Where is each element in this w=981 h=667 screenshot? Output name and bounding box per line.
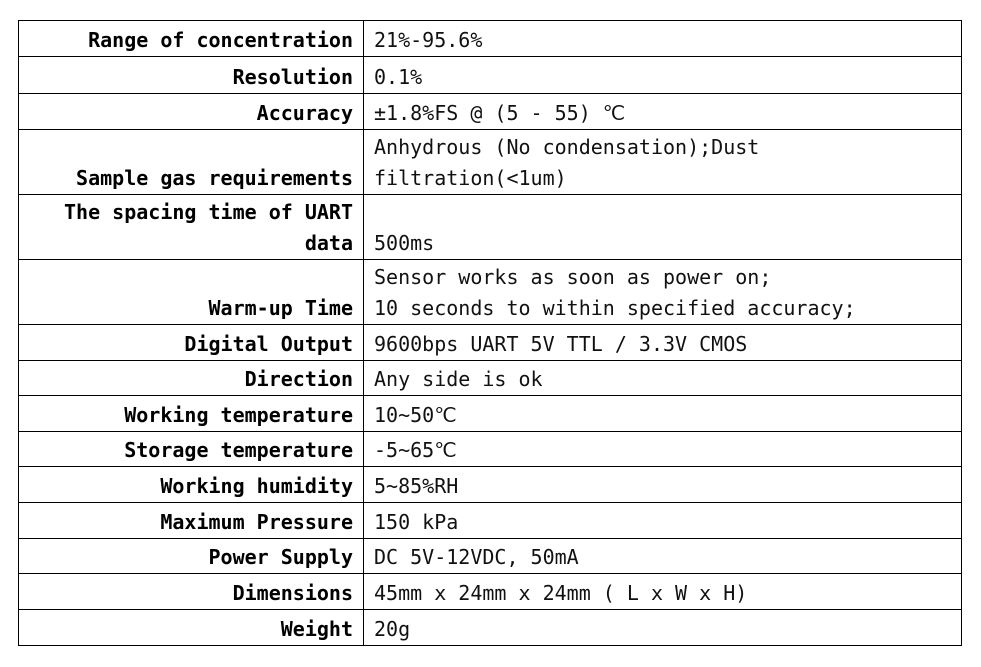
spec-label: Sample gas requirements bbox=[19, 130, 364, 195]
spec-label: Power Supply bbox=[19, 539, 364, 574]
specification-table-body bbox=[19, 21, 962, 646]
spec-label: Maximum Pressure bbox=[19, 503, 364, 539]
spec-row-digital-output bbox=[19, 325, 962, 361]
spec-label: Resolution bbox=[19, 57, 364, 94]
spec-row-direction bbox=[19, 361, 962, 396]
spec-row-working-temperature bbox=[19, 396, 962, 432]
spec-value: 20g bbox=[364, 610, 962, 646]
spec-value: Sensor works as soon as power on; 10 seconds to within specified accuracy; bbox=[364, 260, 962, 325]
spec-row-uart-spacing-time bbox=[19, 195, 962, 260]
spec-label: Working temperature bbox=[19, 396, 364, 432]
spec-row-range-of-concentration bbox=[19, 21, 962, 57]
spec-row-warm-up-time bbox=[19, 260, 962, 325]
spec-label: The spacing time of UART data bbox=[19, 195, 364, 260]
spec-label: Direction bbox=[19, 361, 364, 396]
spec-value: 5~85%RH bbox=[364, 467, 962, 503]
spec-value: 45mm x 24mm x 24mm ( L x W x H) bbox=[364, 574, 962, 610]
spec-row-accuracy bbox=[19, 94, 962, 130]
spec-row-resolution bbox=[19, 57, 962, 94]
spec-label: Dimensions bbox=[19, 574, 364, 610]
spec-value: DC 5V-12VDC, 50mA bbox=[364, 539, 962, 574]
specification-table bbox=[18, 20, 962, 646]
spec-value: 9600bps UART 5V TTL / 3.3V CMOS bbox=[364, 325, 962, 361]
spec-row-power-supply bbox=[19, 539, 962, 574]
spec-value: ±1.8%FS @ (5 - 55) ℃ bbox=[364, 94, 962, 130]
spec-value: 500ms bbox=[364, 195, 962, 260]
spec-row-weight bbox=[19, 610, 962, 646]
spec-label: Weight bbox=[19, 610, 364, 646]
spec-label: Working humidity bbox=[19, 467, 364, 503]
spec-row-maximum-pressure bbox=[19, 503, 962, 539]
spec-value: 0.1% bbox=[364, 57, 962, 94]
spec-value: 150 kPa bbox=[364, 503, 962, 539]
spec-value: 10~50℃ bbox=[364, 396, 962, 432]
spec-row-dimensions bbox=[19, 574, 962, 610]
spec-value: 21%-95.6% bbox=[364, 21, 962, 57]
spec-label: Warm-up Time bbox=[19, 260, 364, 325]
spec-row-storage-temperature bbox=[19, 432, 962, 467]
spec-value: Any side is ok bbox=[364, 361, 962, 396]
spec-row-working-humidity bbox=[19, 467, 962, 503]
spec-value: Anhydrous (No condensation);Dust filtration(<1um) bbox=[364, 130, 962, 195]
spec-label: Digital Output bbox=[19, 325, 364, 361]
spec-label: Storage temperature bbox=[19, 432, 364, 467]
spec-row-sample-gas-requirements bbox=[19, 130, 962, 195]
spec-label: Accuracy bbox=[19, 94, 364, 130]
spec-value: -5~65℃ bbox=[364, 432, 962, 467]
spec-label: Range of concentration bbox=[19, 21, 364, 57]
